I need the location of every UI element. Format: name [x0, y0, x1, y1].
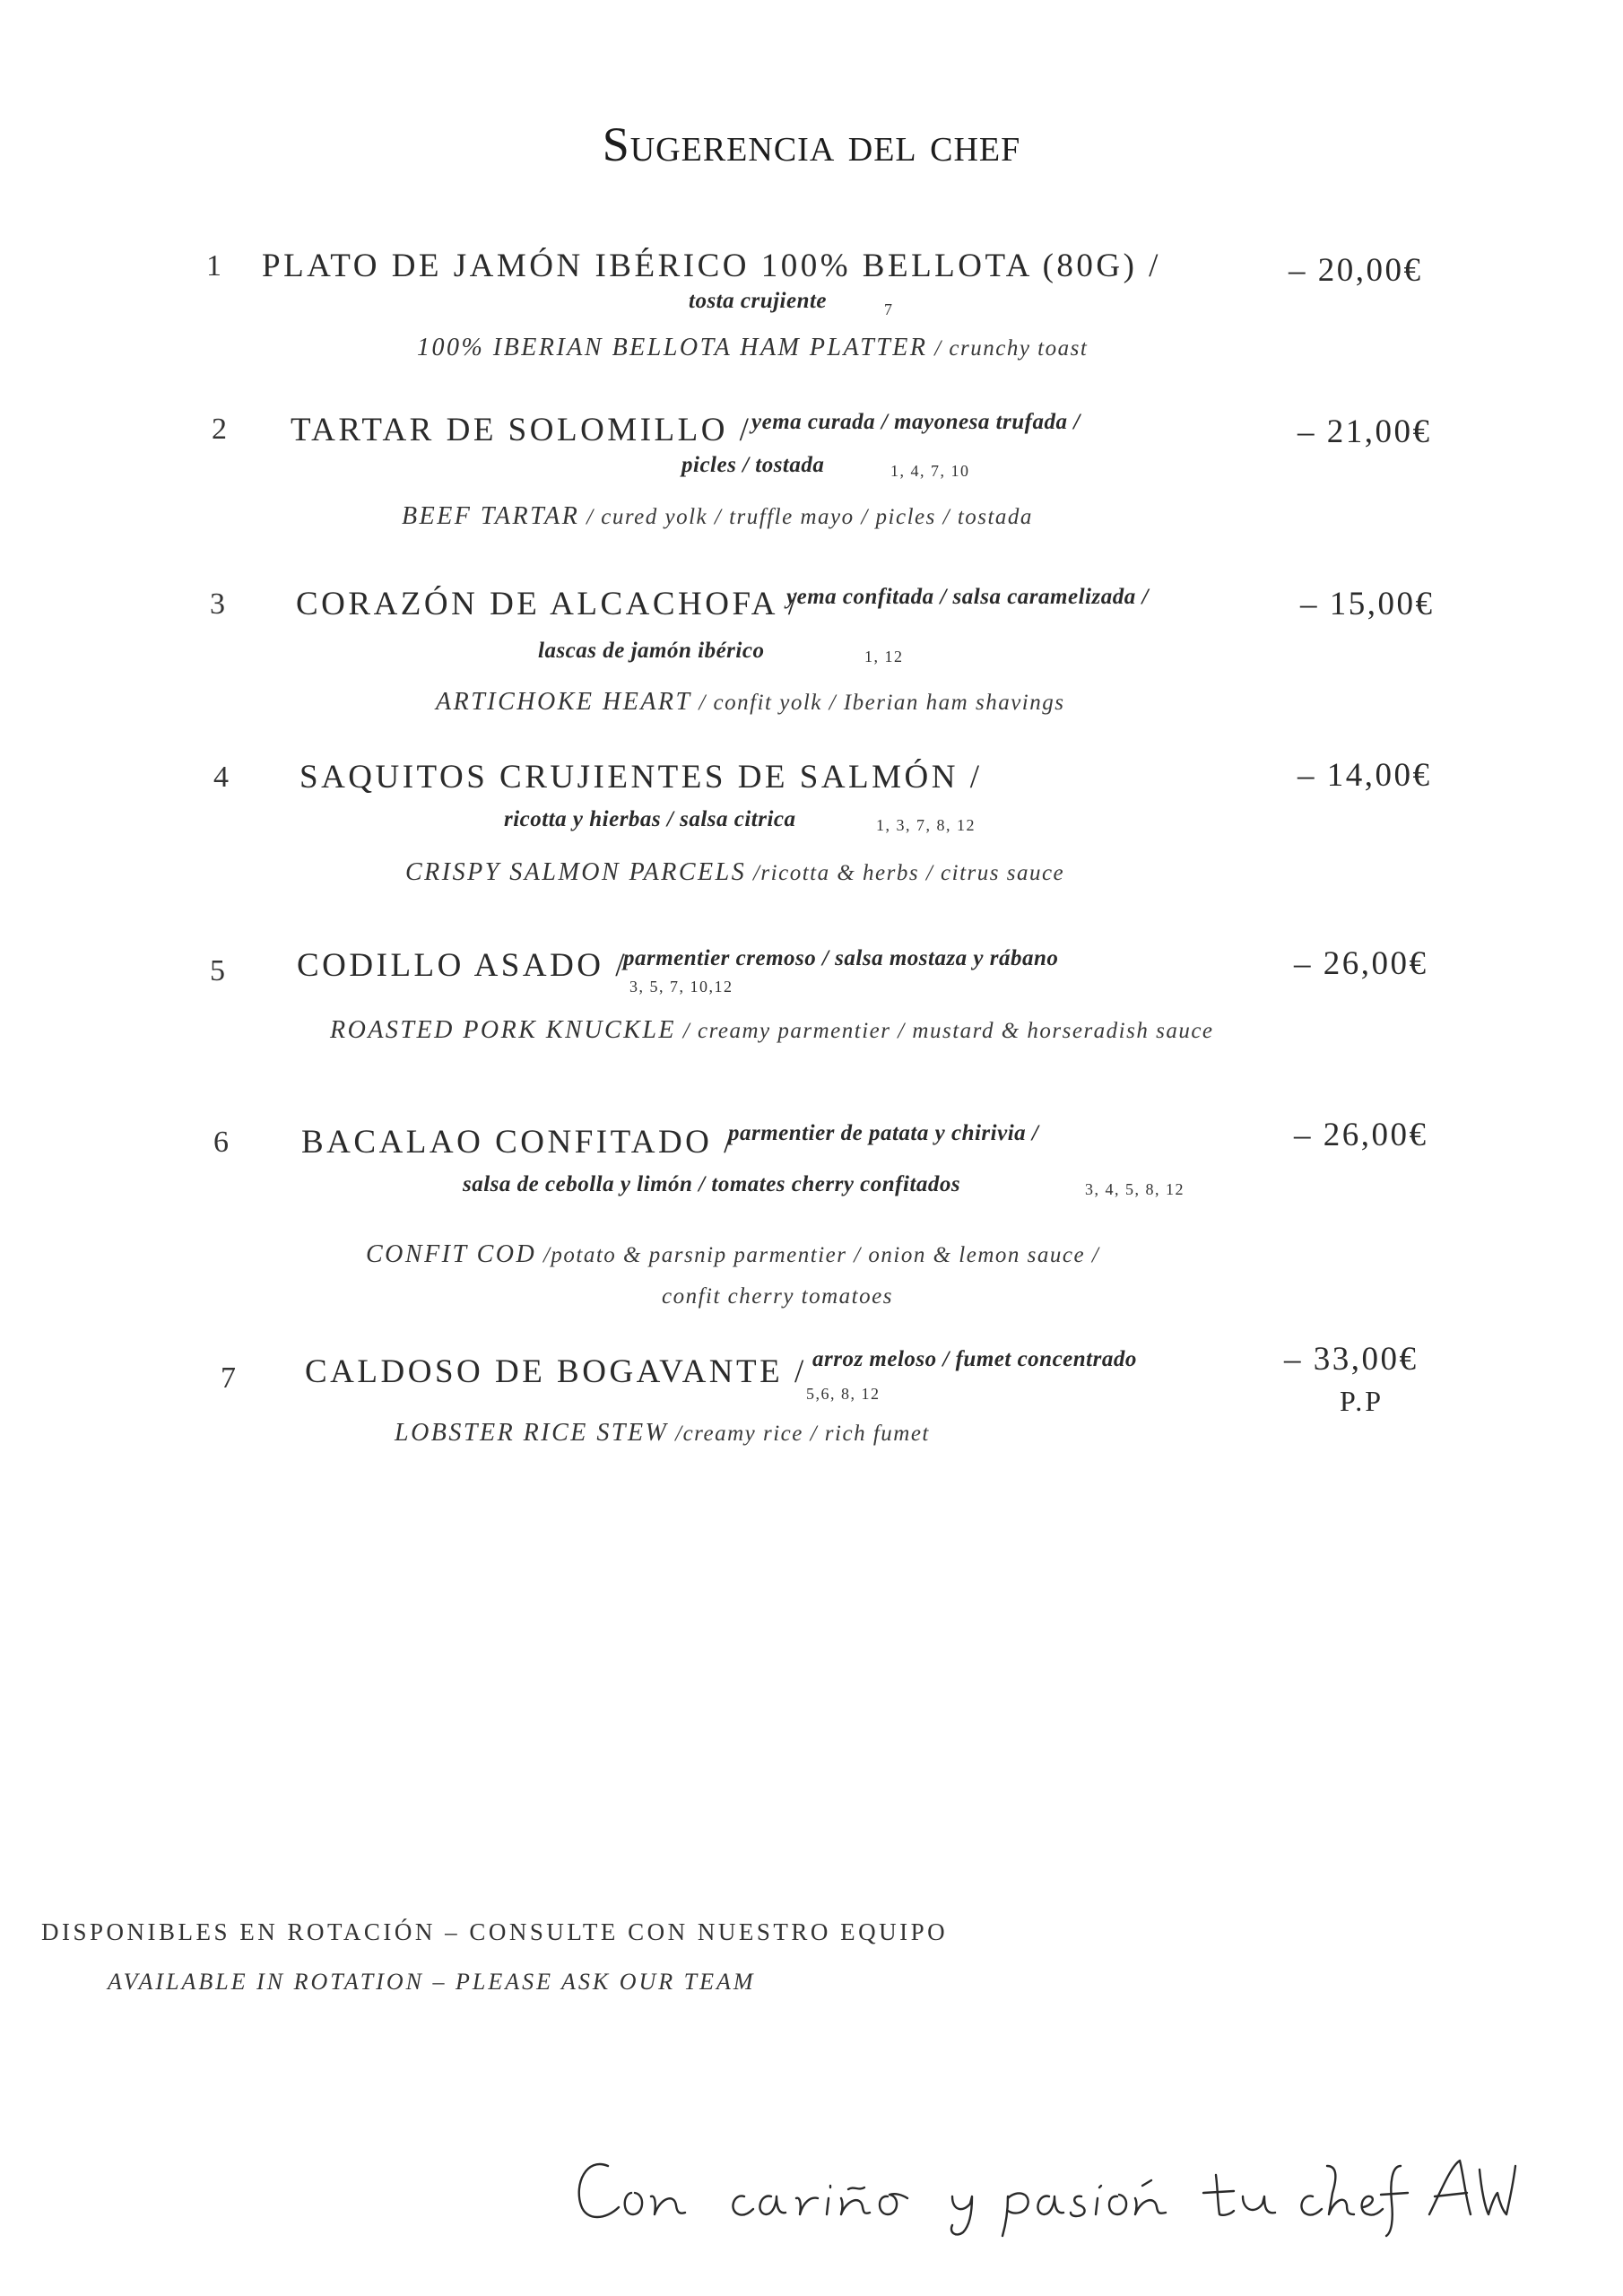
english-description: / creamy parmentier / mustard & horseradish sauce [682, 1019, 1214, 1043]
allergen-codes: 1, 12 [864, 648, 904, 665]
price: – 15,00€ [1300, 586, 1435, 622]
english-description: /creamy rice / rich fumet [675, 1422, 930, 1446]
footer-rotation-en: AVAILABLE IN ROTATION – PLEASE ASK OUR TEAM [108, 1969, 756, 1995]
chef-signature [568, 2139, 1519, 2238]
price-note: P.P [1340, 1385, 1384, 1417]
price: – 14,00€ [1298, 757, 1432, 794]
allergen-codes: 3, 4, 5, 8, 12 [1085, 1180, 1185, 1198]
item-number: 1 [206, 249, 221, 283]
footer-rotation-es: DISPONIBLES EN ROTACIÓN – CONSULTE CON NUESTRO EQUIPO [41, 1918, 949, 1945]
english-dish-name: ARTICHOKE HEART [436, 688, 692, 716]
dish-name: SAQUITOS CRUJIENTES DE SALMÓN / [299, 759, 983, 796]
dish-name: CORAZÓN DE ALCACHOFA / [296, 586, 801, 622]
english-translation [395, 1419, 930, 1448]
dish-description: ricotta y hierbas / salsa citrica [504, 807, 796, 831]
english-dish-name: LOBSTER RICE STEW [395, 1419, 669, 1447]
item-number: 2 [212, 413, 227, 446]
english-description: / cured yolk / truffle mayo / picles / tostada [586, 505, 1033, 529]
dish-description: yema curada / mayonesa trufada / [751, 410, 1081, 434]
price: – 33,00€ [1284, 1341, 1419, 1378]
allergen-codes: 1, 3, 7, 8, 12 [876, 816, 976, 834]
english-translation [405, 858, 1064, 887]
english-description: confit cherry tomatoes [662, 1284, 893, 1309]
dish-name: TARTAR DE SOLOMILLO / [291, 412, 752, 448]
dish-name: CODILLO ASADO / [297, 947, 629, 984]
dish-description: lascas de jamón ibérico [538, 639, 765, 663]
english-description: /ricotta & herbs / citrus sauce [752, 861, 1065, 885]
english-dish-name: 100% IBERIAN BELLOTA HAM PLATTER [417, 334, 928, 361]
english-dish-name: CONFIT COD [366, 1240, 537, 1268]
dish-description: picles / tostada [681, 453, 825, 477]
allergen-codes: 5,6, 8, 12 [806, 1385, 881, 1403]
item-number: 5 [210, 954, 225, 987]
dish-description: parmentier de patata y chirivia / [728, 1121, 1039, 1145]
item-number: 3 [210, 587, 225, 621]
item-number: 7 [221, 1361, 236, 1395]
price: – 26,00€ [1294, 1117, 1428, 1153]
dish-description: arroz meloso / fumet concentrado [812, 1347, 1137, 1371]
price: – 20,00€ [1289, 252, 1423, 289]
item-number: 4 [213, 761, 229, 794]
english-dish-name: BEEF TARTAR [402, 502, 580, 530]
english-translation [417, 334, 1088, 362]
dish-name: PLATO DE JAMÓN IBÉRICO 100% BELLOTA (80G) / [262, 248, 1161, 284]
english-description: / crunchy toast [934, 336, 1089, 361]
english-dish-name: ROASTED PORK KNUCKLE [330, 1016, 677, 1044]
allergen-codes: 1, 4, 7, 10 [890, 462, 970, 480]
english-dish-name: CRISPY SALMON PARCELS [405, 858, 747, 886]
allergen-codes: 3, 5, 7, 10,12 [629, 978, 733, 996]
dish-description: tosta crujiente [689, 289, 828, 313]
dish-description: salsa de cebolla y limón / tomates cherry confitados [463, 1172, 961, 1196]
english-translation [366, 1240, 1099, 1269]
english-translation [402, 502, 1033, 531]
dish-name: CALDOSO DE BOGAVANTE / [305, 1353, 807, 1390]
english-description: / confit yolk / Iberian ham shavings [699, 691, 1065, 715]
english-translation [436, 688, 1064, 717]
dish-description: parmentier cremoso / salsa mostaza y rábano [623, 946, 1059, 970]
dish-description: yema confitada / salsa caramelizada / [786, 585, 1149, 609]
price: – 26,00€ [1294, 945, 1428, 982]
english-translation [330, 1016, 1214, 1045]
allergen-codes: 7 [884, 300, 894, 318]
item-number: 6 [213, 1126, 229, 1159]
english-description: /potato & parsnip parmentier / onion & lemon sauce / [542, 1243, 1100, 1267]
dish-name: BACALAO CONFITADO / [301, 1124, 736, 1161]
page-title: Sugerencia del chef [602, 117, 1021, 171]
price: – 21,00€ [1298, 413, 1432, 450]
